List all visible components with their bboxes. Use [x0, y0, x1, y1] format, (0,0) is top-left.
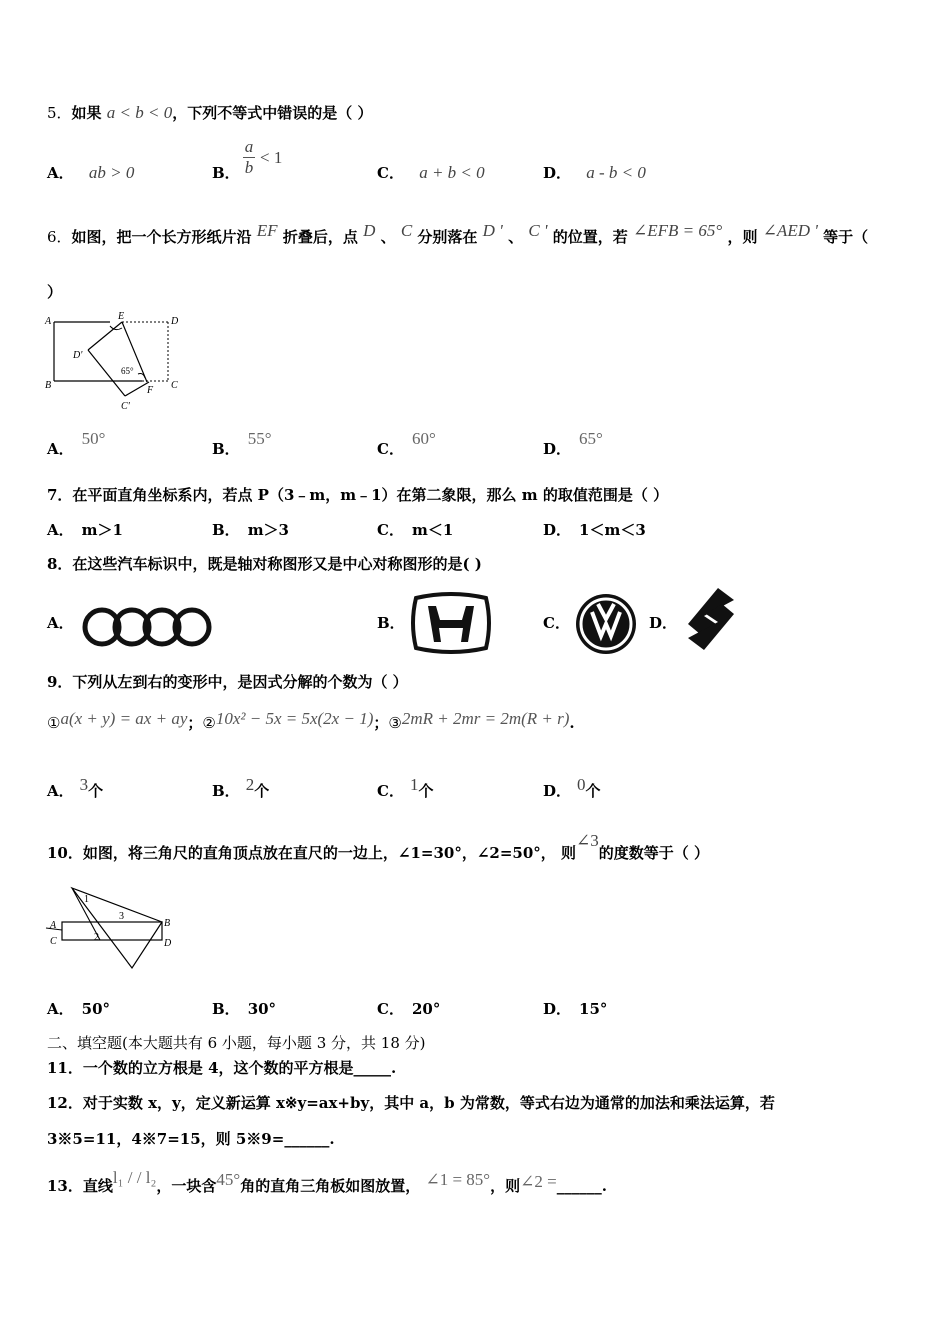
label-d: D	[164, 938, 172, 949]
q9-option-c[interactable]: C． 1个	[377, 775, 434, 800]
question-12-stem: 12．对于实数 x，y，定义新运算 x※y=ax+by，其中 a，b 为常数，等式右边为通常的加法和乘法运算，若	[47, 1094, 775, 1112]
q6-option-a[interactable]: A．50°	[47, 429, 106, 458]
q6-folding-figure	[42, 310, 192, 416]
question-8-stem: 8．在这些汽车标识中，既是轴对称图形又是中心对称图形的是( )	[47, 555, 482, 573]
question-number: 6．	[47, 228, 72, 246]
q7-option-d[interactable]: D． 1＜m＜3	[543, 521, 646, 539]
label-e: E	[118, 311, 125, 322]
label-a: A	[45, 316, 52, 327]
answer-blank[interactable]: ______	[284, 1130, 330, 1148]
q9-expressions: ①a(x + y) = ax + ay；②10x² − 5x = 5x(2x − 1)；③2mR + 2mr = 2m(R + r).	[47, 709, 575, 732]
q7-option-c[interactable]: C． m＜1	[377, 521, 454, 539]
q6-option-b[interactable]: B．55°	[212, 429, 272, 458]
label-c: C	[50, 936, 57, 947]
q8-option-a[interactable]: A．	[47, 614, 74, 632]
q10-option-b[interactable]: B． 30°	[212, 1000, 277, 1018]
question-number: 5．	[47, 104, 72, 122]
q5-option-c[interactable]: C． a + b < 0	[377, 163, 485, 182]
label-angle-65: 65°	[121, 366, 134, 376]
label-angle-2: 2	[94, 932, 99, 943]
q9-option-a[interactable]: A． 3个	[47, 775, 104, 800]
q9-option-b[interactable]: B． 2个	[212, 775, 270, 800]
q8-option-d[interactable]: D．	[649, 614, 678, 632]
honda-logo	[410, 592, 492, 654]
label-angle-3: 3	[119, 911, 124, 922]
question-9-stem: 9．下列从左到右的变形中，是因式分解的个数为（ ）	[47, 673, 408, 691]
suzuki-logo	[682, 586, 740, 652]
label-c: C	[171, 380, 178, 391]
question-12-line-2: 3※5=11，4※7=15，则 5※9=______.	[47, 1130, 335, 1148]
q9-option-d[interactable]: D． 0个	[543, 775, 601, 800]
q6-option-c[interactable]: C．60°	[377, 429, 436, 458]
question-10-stem: 10．如图，将三角尺的直角顶点放在直尺的一边上，∠1=30°，∠2=50°， 则∠3的度数等于（ ）	[47, 831, 709, 862]
q6-option-d[interactable]: D．65°	[543, 429, 603, 458]
q8-option-b[interactable]: B．	[377, 614, 405, 632]
question-5-stem: 5．如果 a < b < 0，下列不等式中错误的是（ ）	[47, 103, 373, 122]
label-c-prime: C'	[121, 401, 130, 412]
q7-option-b[interactable]: B． m＞3	[212, 521, 289, 539]
question-11-stem: 11．一个数的立方根是 4，这个数的平方根是_____.	[47, 1059, 397, 1077]
q5-option-d[interactable]: D． a - b < 0	[543, 163, 646, 182]
question-6-stem: 6．如图，把一个长方形纸片沿 EF 折叠后，点 D 、 C 分别落在 D ' 、 C ' 的位置，若 ∠EFB = 65° ，则 ∠AED ' 等于（	[47, 221, 869, 246]
answer-blank[interactable]: ______	[556, 1177, 602, 1195]
label-f: F	[147, 385, 154, 396]
label-d-prime: D'	[73, 350, 83, 361]
math-condition: a < b < 0	[106, 103, 173, 122]
section-2-title: 二、填空题(本大题共有 6 小题，每小题 3 分，共 18 分)	[47, 1034, 426, 1052]
q7-option-a[interactable]: A． m＞1	[47, 521, 123, 539]
audi-logo	[80, 604, 214, 650]
q10-option-d[interactable]: D． 15°	[543, 1000, 608, 1018]
q8-option-c[interactable]: C．	[543, 614, 570, 632]
question-6-close-paren: ）	[47, 283, 63, 301]
label-a: A	[50, 920, 57, 931]
fraction: a b	[244, 137, 254, 177]
label-b: B	[164, 918, 171, 929]
q10-option-a[interactable]: A． 50°	[47, 1000, 111, 1018]
volkswagen-logo	[574, 592, 638, 656]
q10-option-c[interactable]: C． 20°	[377, 1000, 441, 1018]
label-b: B	[45, 380, 52, 391]
label-d: D	[171, 316, 179, 327]
label-angle-1: 1	[84, 894, 89, 905]
q5-option-a[interactable]: A． ab > 0	[47, 163, 135, 182]
answer-blank[interactable]: _____	[353, 1059, 392, 1077]
question-13-stem: 13．直线l₁ / / l₂，一块含45°角的直角三角板如图放置， ∠1 = 85°，则∠2 =______.	[47, 1168, 607, 1195]
q10-ruler-triangle-figure	[44, 884, 179, 976]
question-7-stem: 7．在平面直角坐标系内，若点 P（3﹣m，m﹣1）在第二象限，那么 m 的取值范围是（ ）	[47, 486, 669, 504]
